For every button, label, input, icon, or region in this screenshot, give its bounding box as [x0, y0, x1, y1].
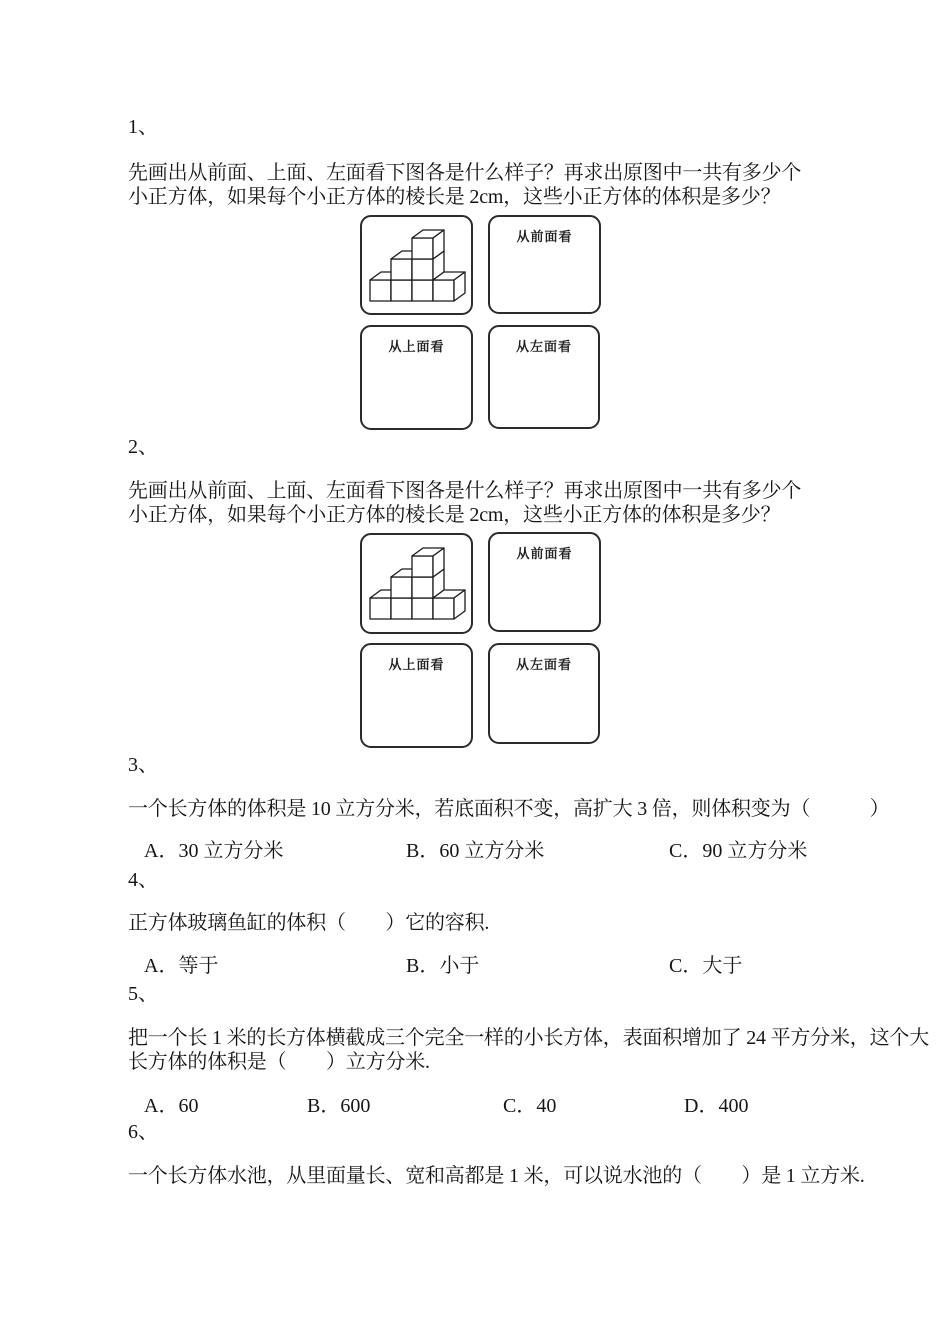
q5-option-d: D．400: [684, 1095, 749, 1117]
question-4-number: 4、: [128, 869, 158, 891]
q1-left-view-box: [488, 325, 600, 429]
cube-stack-figure: [369, 229, 466, 303]
left-view-label: 从左面看: [515, 657, 572, 672]
question-5-text: [128, 1026, 929, 1074]
q5-option-a: A．60: [144, 1095, 199, 1117]
question-1-text-line-2: 小正方体，如果每个小正方体的棱长是 2cm，这些小正方体的体积是多少？: [128, 186, 781, 208]
question-3-text: 一个长方体的体积是 10 立方分米，若底面积不变，高扩大 3 倍，则体积变为（ ）: [128, 798, 890, 820]
question-2-number: 2、: [128, 436, 158, 458]
question-5-number: 5、: [128, 983, 158, 1005]
q5-option-b: B．600: [307, 1095, 371, 1117]
question-2-text: [128, 479, 801, 527]
q3-option-a: A．30 立方分米: [144, 840, 284, 862]
question-2-text-line-1: 先画出从前面、上面、左面看下图各是什么样子？再求出原图中一共有多少个: [128, 480, 802, 502]
q2-top-view-box: [360, 643, 473, 748]
q2-cube-figure-box: [360, 533, 473, 634]
cube-stack-figure: [369, 547, 466, 621]
q3-option-b: B．60 立方分米: [406, 840, 545, 862]
q4-option-b: B．小于: [406, 955, 480, 977]
question-1-text-line-1: 先画出从前面、上面、左面看下图各是什么样子？再求出原图中一共有多少个: [128, 162, 802, 184]
top-view-label: 从上面看: [388, 339, 445, 354]
question-6-text: 一个长方体水池，从里面量长、宽和高都是 1 米，可以说水池的（ ）是 1 立方米.: [128, 1165, 865, 1187]
question-1-text: [128, 161, 801, 209]
question-3-number: 3、: [128, 754, 158, 776]
left-view-label: 从左面看: [515, 339, 572, 354]
question-2-text-line-2: 小正方体，如果每个小正方体的棱长是 2cm，这些小正方体的体积是多少？: [128, 504, 781, 526]
q1-cube-figure-box: [360, 215, 473, 315]
q2-left-view-box: [488, 643, 600, 744]
question-1-number: 1、: [128, 116, 158, 138]
question-6-number: 6、: [128, 1121, 158, 1143]
q5-option-c: C．40: [503, 1095, 557, 1117]
top-view-label: 从上面看: [388, 657, 445, 672]
q4-option-c: C．大于: [669, 955, 743, 977]
q2-front-view-box: [488, 532, 601, 632]
front-view-label: 从前面看: [516, 546, 573, 561]
question-4-text: 正方体玻璃鱼缸的体积（ ）它的容积.: [128, 912, 490, 934]
front-view-label: 从前面看: [516, 229, 573, 244]
q3-option-c: C．90 立方分米: [669, 840, 808, 862]
q4-option-a: A．等于: [144, 955, 219, 977]
q1-top-view-box: [360, 325, 473, 430]
question-5-text-line-1: 把一个长 1 米的长方体横截成三个完全一样的小长方体，表面积增加了 24 平方分米，这个大: [128, 1027, 929, 1049]
q1-front-view-box: [488, 215, 601, 314]
question-5-text-line-2: 长方体的体积是（ ）立方分米.: [128, 1051, 430, 1073]
